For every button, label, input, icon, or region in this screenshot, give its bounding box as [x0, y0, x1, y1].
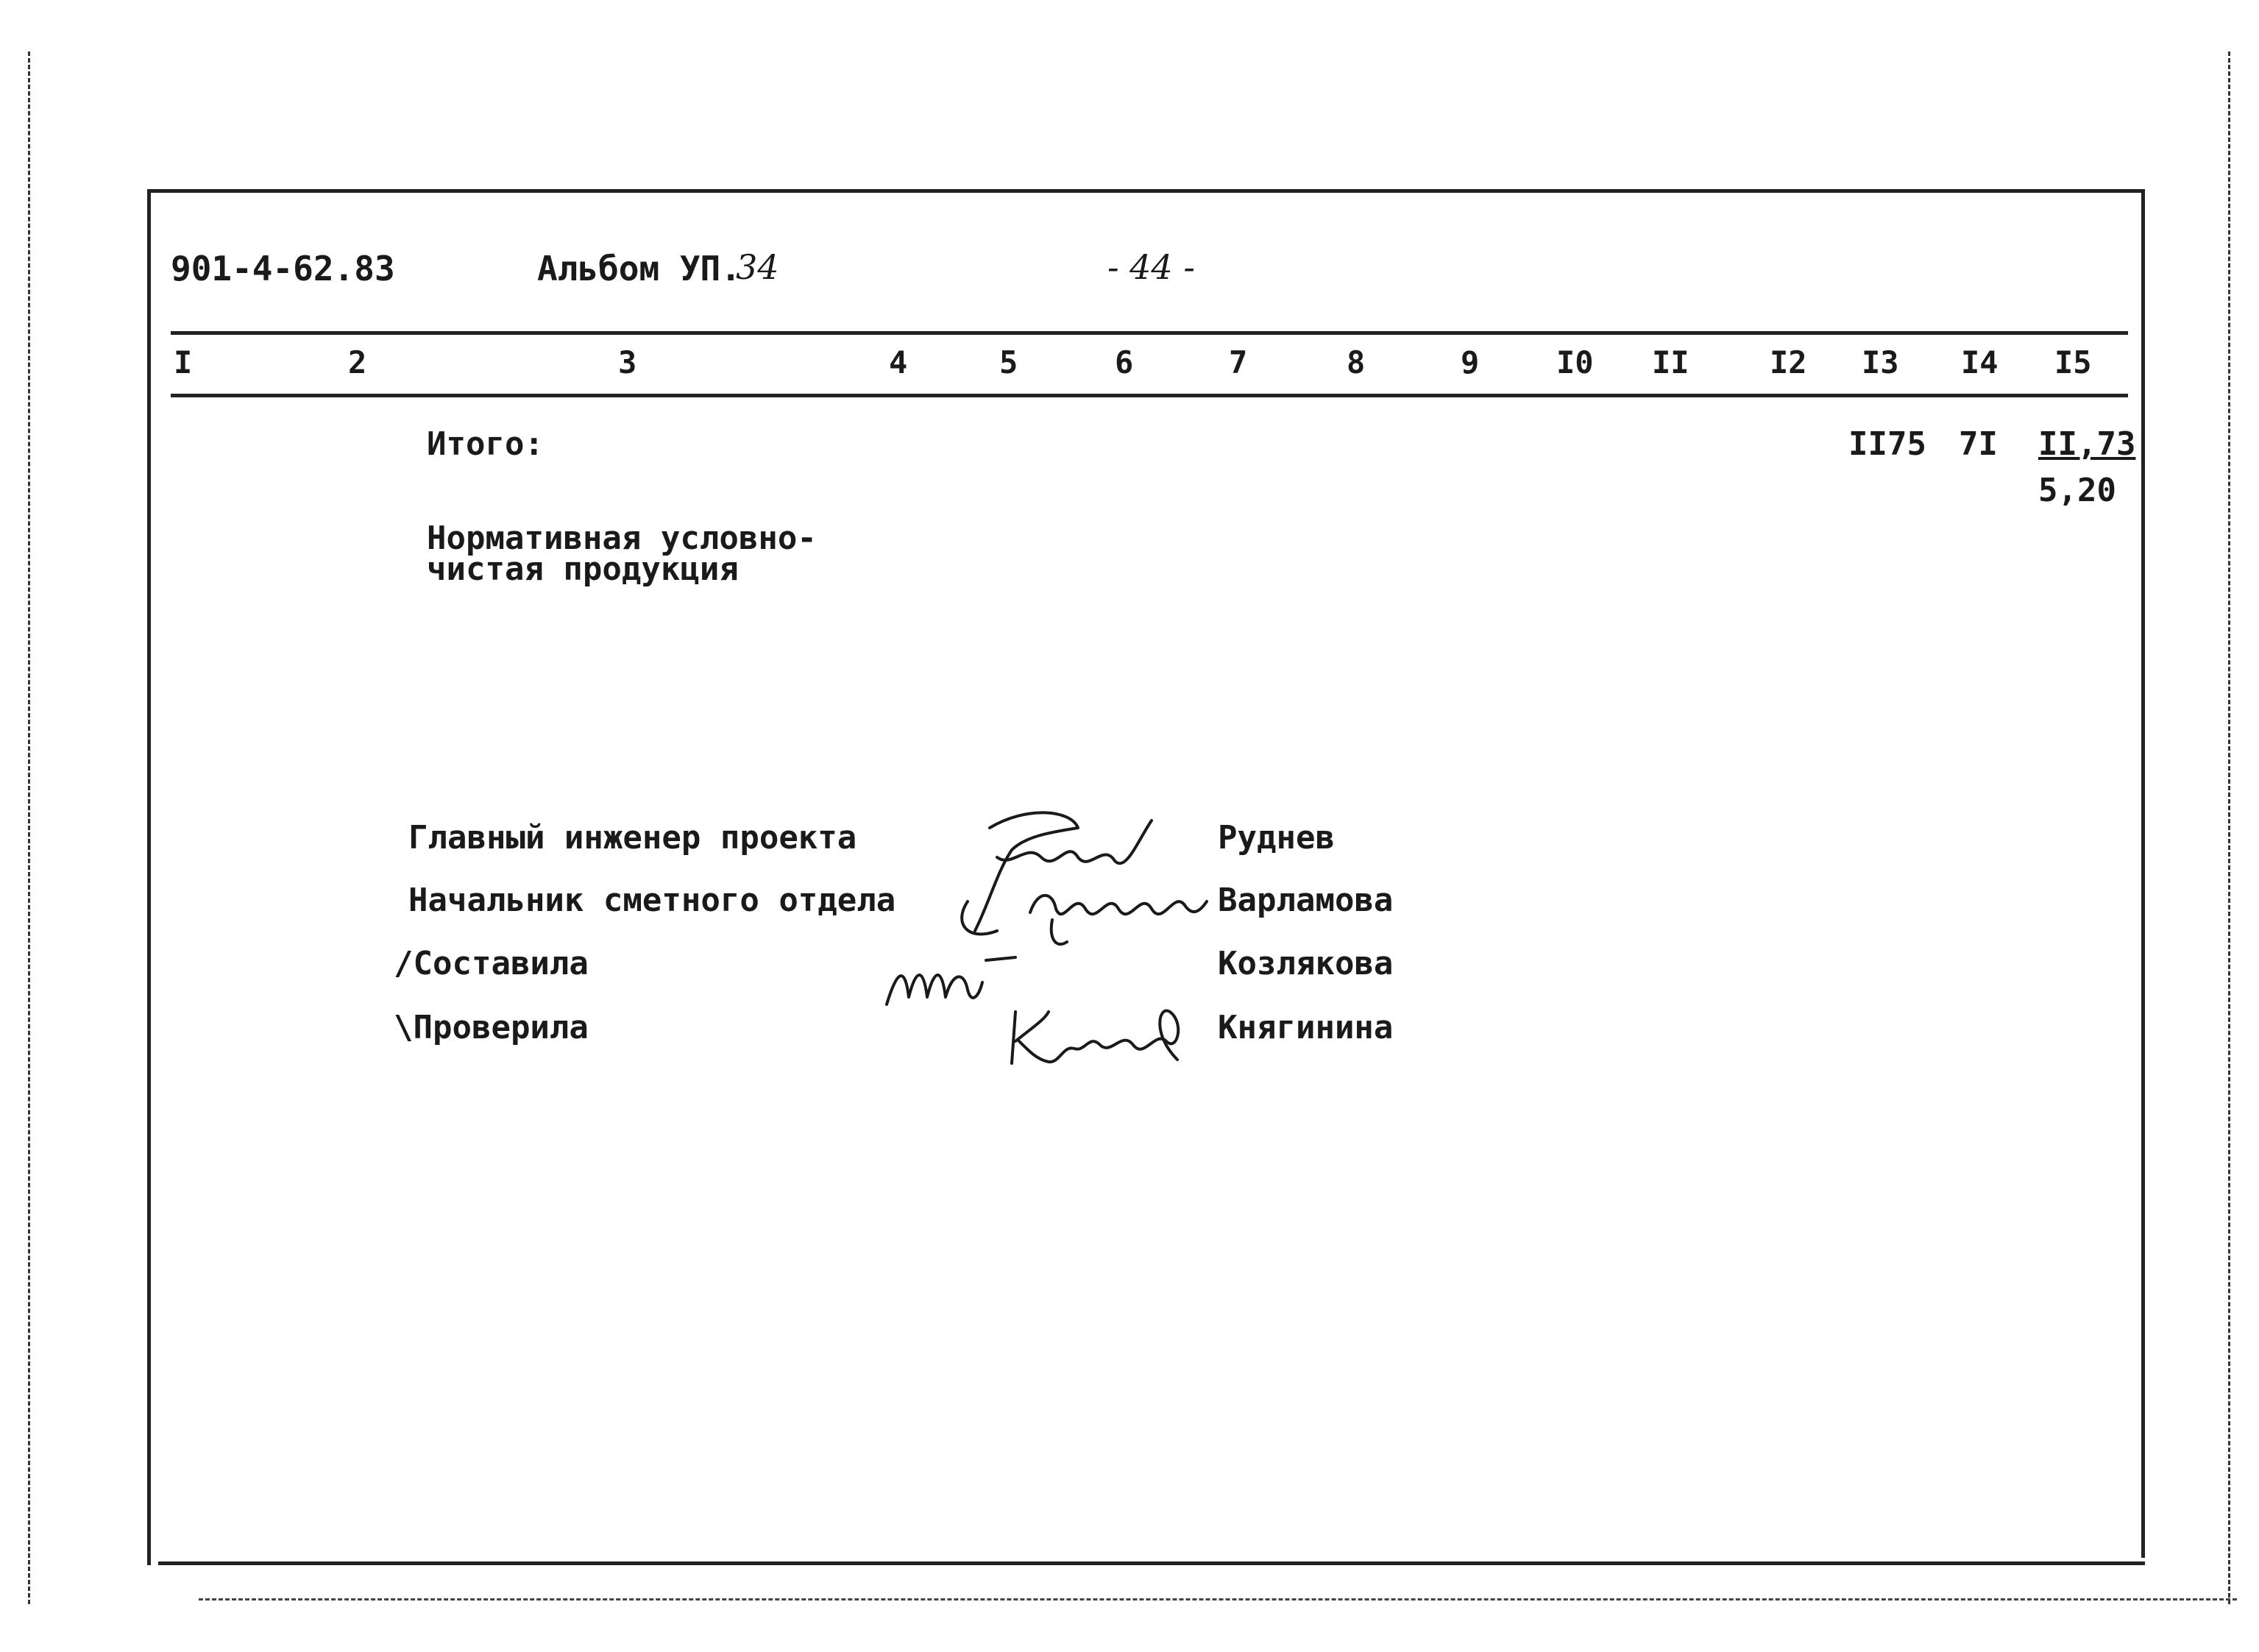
signature-name-4: Княгинина [1218, 1009, 1394, 1046]
total-label: Итого: [427, 425, 544, 463]
col-num-12: I2 [1770, 344, 1807, 380]
signature-role-4: \Проверила [394, 1009, 589, 1046]
page-number: - 44 - [1107, 247, 1195, 287]
col-num-4: 4 [889, 344, 908, 380]
album-label: Альбом УП. [537, 249, 741, 288]
frame-right [2141, 189, 2145, 1558]
total-col13-value: II75 [1848, 425, 1926, 463]
col-num-11: II [1652, 344, 1689, 380]
colnum-rule-top [171, 331, 2128, 335]
col-num-3: 3 [618, 344, 637, 380]
total-col15-value: II,73 [2038, 425, 2136, 463]
col-num-10: I0 [1556, 344, 1594, 380]
signature-name-1: Руднев [1218, 819, 1335, 857]
doc-code: 901-4-62.83 [171, 249, 395, 288]
signature-role-1: Главный инженер проекта [408, 819, 857, 857]
frame-top [147, 189, 2145, 193]
col-num-8: 8 [1347, 344, 1366, 380]
colnum-rule-bottom [171, 394, 2128, 397]
signature-role-2: Начальник сметного отдела [408, 882, 896, 919]
right-scan-margin [2228, 52, 2230, 1604]
frame-left [147, 189, 151, 1565]
total-col15-second-value: 5,20 [2038, 472, 2116, 509]
normative-label-line2: чистая продукция [427, 550, 739, 588]
col-num-6: 6 [1115, 344, 1134, 380]
col-num-15: I5 [2054, 344, 2092, 380]
col-num-7: 7 [1229, 344, 1248, 380]
signature-name-2: Варламова [1218, 882, 1394, 919]
col-num-13: I3 [1862, 344, 1899, 380]
col-num-5: 5 [999, 344, 1018, 380]
col-num-1: I [174, 344, 193, 380]
total-col14-value: 7I [1959, 425, 1998, 463]
signature-name-3: Козлякова [1218, 945, 1394, 982]
col-num-14: I4 [1961, 344, 1999, 380]
album-handwritten-number: 34 [736, 247, 779, 287]
handwritten-signature-2 [1023, 868, 1214, 957]
bottom-scan-margin [199, 1598, 2237, 1600]
normative-label-line1: Нормативная условно- [427, 520, 817, 557]
handwritten-signature-4 [1004, 990, 1196, 1078]
col-num-2: 2 [348, 344, 367, 380]
frame-bottom [158, 1561, 2145, 1565]
signature-role-3: /Составила [394, 945, 589, 982]
col-num-9: 9 [1461, 344, 1480, 380]
left-scan-margin [28, 52, 30, 1604]
